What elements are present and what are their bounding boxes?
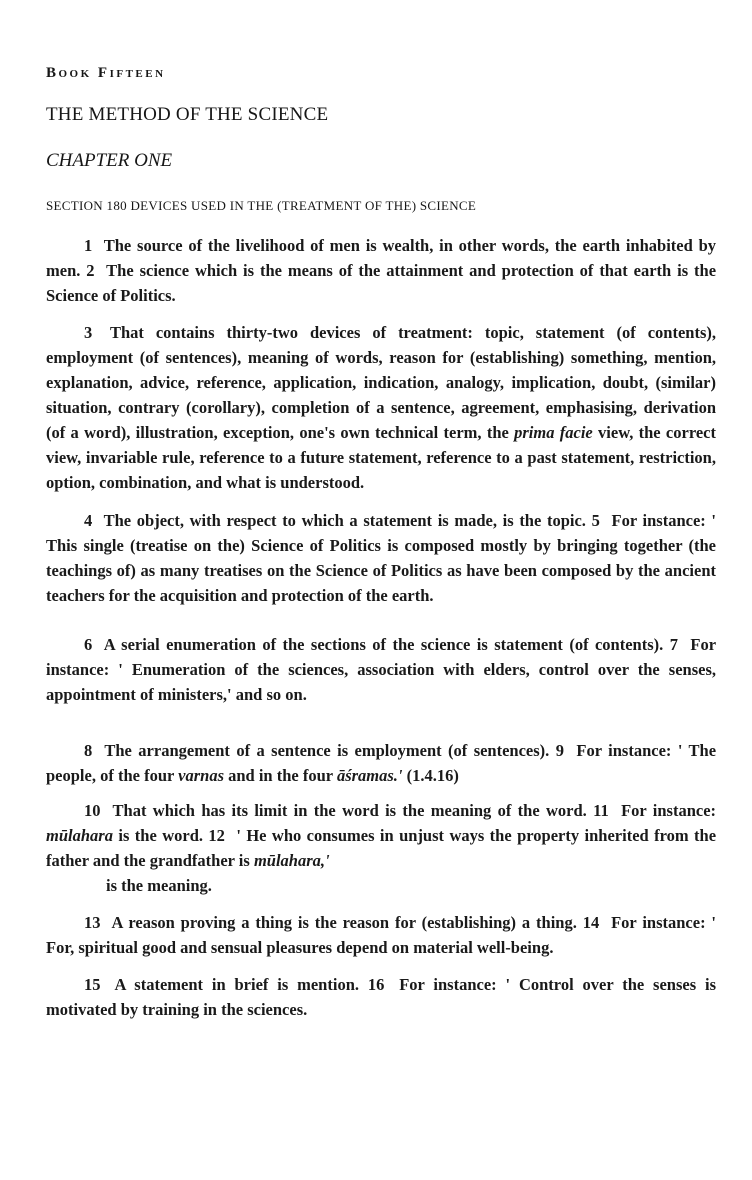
sentence-text: The source of the livelihood of men is wealth, in other words, the earth inhabited by men.: [46, 236, 716, 280]
paragraph-1: [46, 233, 716, 308]
sentence-text: and in the four: [228, 766, 333, 785]
sentence-number: 6: [84, 635, 93, 654]
section-heading: SECTION 180 DEVICES USED IN THE (TREATMENT OF THE) SCIENCE: [46, 198, 477, 213]
sentence-text: For instance: ' For, spiritual good and sensual pleasures depend on material well-being.: [46, 913, 717, 957]
sentence-text: The arrangement of a sentence is employment (of sentences).: [104, 741, 550, 760]
book-label: Book Fifteen: [46, 65, 166, 81]
sentence-number: 1: [84, 236, 93, 255]
paragraph-8: [46, 972, 716, 1022]
paragraph-6: [46, 798, 716, 898]
sentence-text: A reason proving a thing is the reason for (establishing) a thing.: [111, 913, 577, 932]
sentence-number: 15: [84, 975, 101, 994]
sentence-number: 12: [208, 826, 225, 845]
sentence-text: A statement in brief is mention.: [114, 975, 359, 994]
sentence-number: 10: [84, 801, 101, 820]
sentence-text: For instance: ' Enumeration of the sciences, association with elders, control over the senses, appointment of ministers,' and so on.: [46, 635, 717, 704]
page-title: THE METHOD OF THE SCIENCE: [46, 104, 329, 125]
paragraph-7: [46, 910, 716, 960]
sentence-number: 7: [669, 635, 678, 654]
sentence-text: view, the correct view, invariable rule, reference to a future statement, reference to a past statement, restriction, option, combination, and what is understood.: [46, 423, 716, 492]
sentence-number: 4: [84, 511, 93, 530]
sentence-number: 13: [84, 913, 101, 932]
italic-term: mūlahara,': [253, 851, 330, 870]
sentence-text: ' He who consumes in unjust ways the property inherited from the father and the grandfather is: [46, 826, 717, 870]
italic-term: mūlahara: [46, 826, 113, 845]
italic-term: āśramas.': [336, 766, 403, 785]
sentence-number: 16: [367, 975, 385, 994]
sentence-text: is the word.: [118, 826, 203, 845]
paragraph-5: [46, 738, 716, 788]
sentence-text: For instance: ' Control over the senses is motivated by training in the sciences.: [46, 975, 717, 1019]
italic-term: varnas: [178, 766, 224, 785]
paragraph-3: [46, 508, 716, 608]
sentence-number: 2: [86, 261, 95, 280]
chapter-title: CHAPTER ONE: [46, 150, 173, 171]
citation: (1.4.16): [406, 766, 459, 785]
sentence-text: The science which is the means of the attainment and protection of that earth is the Science of Politics.: [46, 261, 717, 305]
sentence-text: A serial enumeration of the sections of the science is statement (of contents).: [103, 635, 664, 654]
paragraph-2: [46, 320, 716, 495]
sentence-number: 3: [84, 323, 93, 342]
sentence-text: That which has its limit in the word is the meaning of the word.: [112, 801, 587, 820]
sentence-number: 8: [84, 741, 93, 760]
sentence-number: 11: [593, 801, 609, 820]
sentence-text: For instance: ' The people, of the four: [46, 741, 717, 785]
sentence-text: For instance:: [621, 801, 717, 820]
book-page: [46, 62, 716, 1022]
italic-term: prima facie: [514, 423, 593, 442]
sentence-number: 5: [591, 511, 600, 530]
sentence-number: 9: [555, 741, 564, 760]
sentence-text: is the meaning.: [106, 876, 212, 895]
sentence-number: 14: [582, 913, 600, 932]
sentence-text: For instance: ' This single (treatise on the) Science of Politics is composed mostly by bringing together (the teachings of) as many treatises on the Science of Politics as have been composed by the ancient teachers for the acquisition and protection of the earth.: [46, 511, 717, 605]
sentence-text: That contains thirty-two devices of treatment: topic, statement (of contents), employment (of sentences), meaning of words, reason for (establishing) something, mention, explanation, advice, reference, application, indication, analogy, implication, doubt, (similar) situation, contrary (corollary), completion of a sentence, agreement, emphasising, derivation (of a word), illustration, exception, one's own technical term, the: [46, 323, 717, 442]
paragraph-4: [46, 632, 716, 707]
sentence-text: The object, with respect to which a statement is made, is the topic.: [103, 511, 586, 530]
